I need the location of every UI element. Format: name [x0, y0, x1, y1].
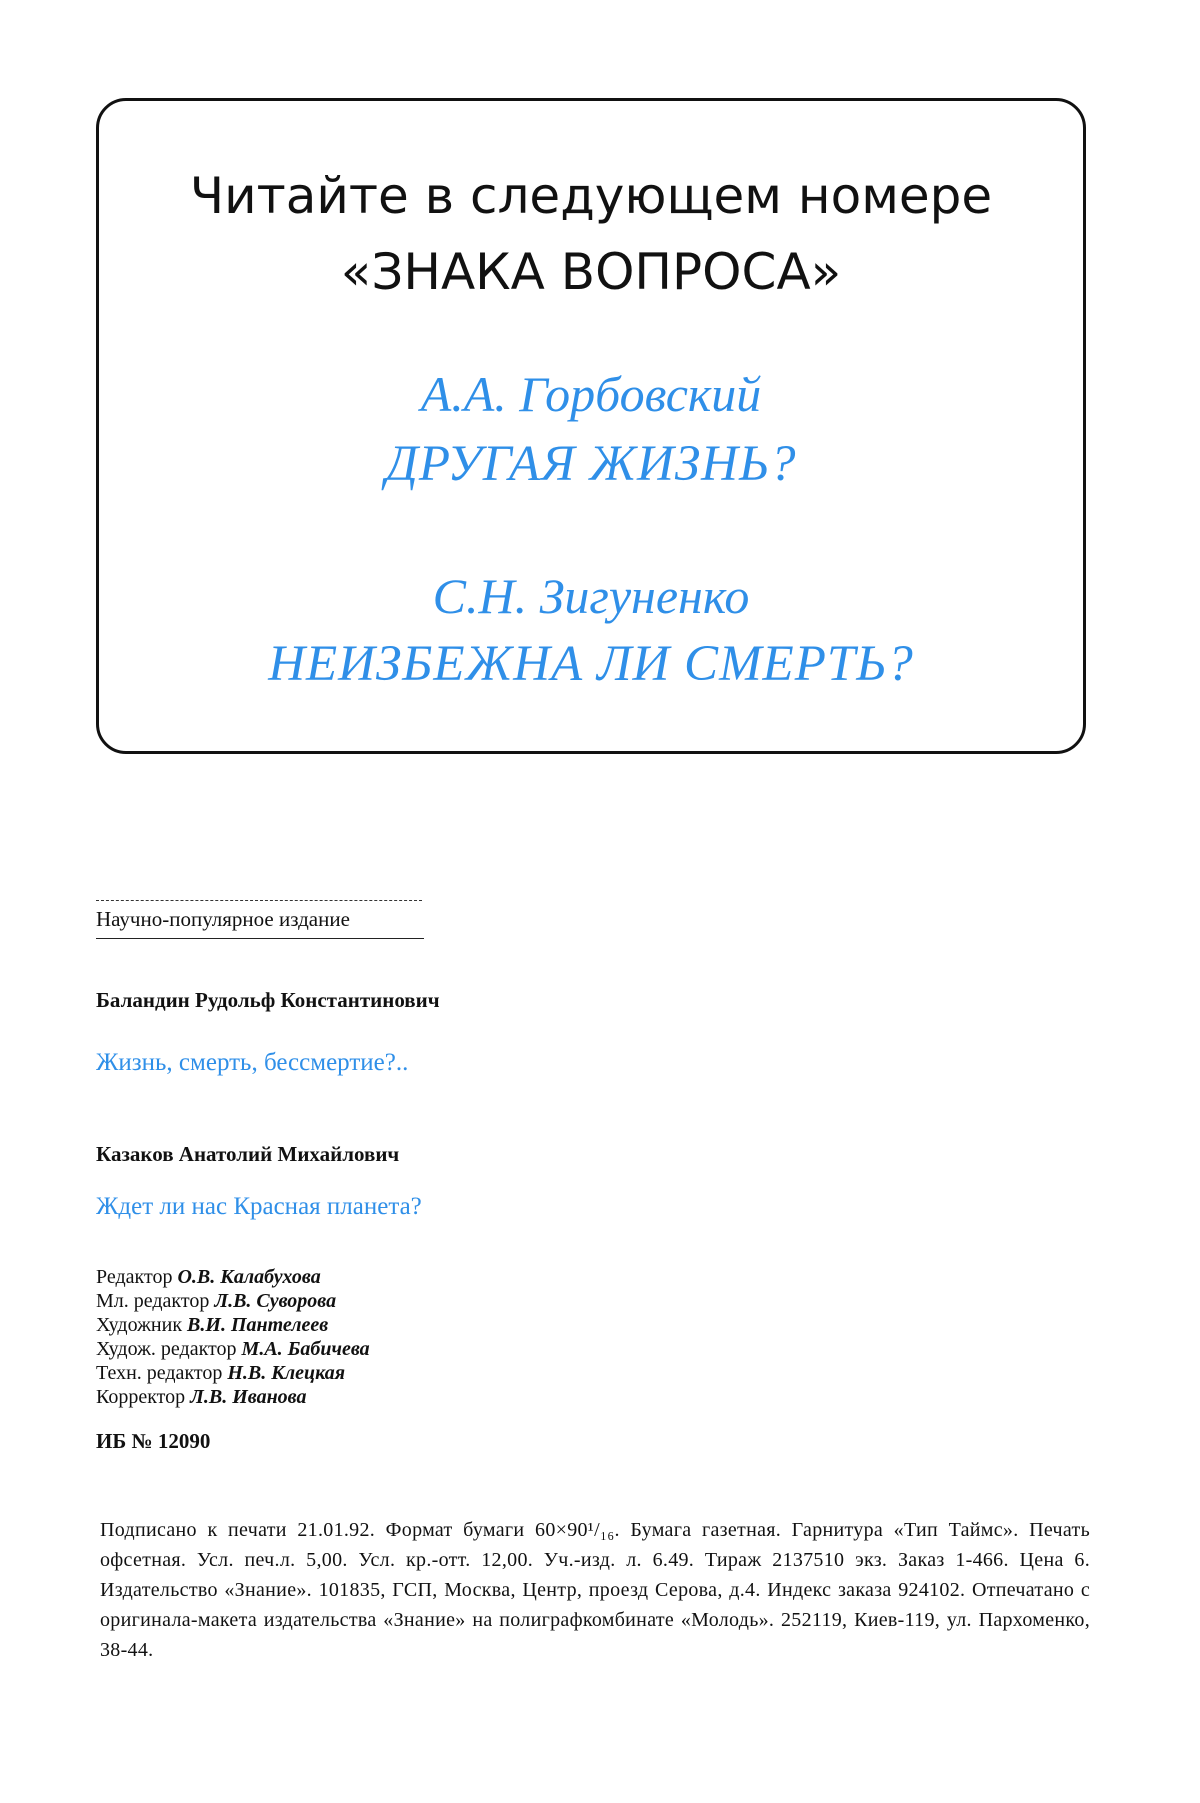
credit-role: Техн. редактор	[96, 1362, 223, 1384]
work-1-author: Баландин Рудольф Константинович	[96, 988, 440, 1012]
feature-2-author: С.Н. Зигуненко	[432, 568, 750, 624]
feature-1-title: ДРУГАЯ ЖИЗНЬ?	[385, 436, 797, 492]
imprint-text: Подписано к печати 21.01.92. Формат бумаги 60×90¹/₁₆. Бумага газетная. Гарнитура «Тип Таймс». Печать офсетная. Усл. печ.л. 5,00. Усл. кр.-отт. 12,00. Уч.-изд. л. 6.49. Тираж 2137510 экз. Заказ 1-466. Цена 6. Издательство «Знание». 101835, ГСП, Москва, Центр, проезд Серова, д.4. Индекс заказа 924102. Отпечатано с оригинала-макета издательства «Знание» на полиграфкомбинате «Молодь». 252119, Киев-119, ул. Пархоменко, 38-44.	[100, 1519, 1090, 1661]
ib-number: ИБ № 12090	[96, 1429, 211, 1453]
credit-name: О.В. Калабухова	[177, 1266, 321, 1288]
credit-row	[96, 1289, 370, 1313]
announcement-heading-line1: Читайте в следующем номере	[189, 167, 993, 225]
credits-list	[96, 1265, 370, 1409]
credit-row	[96, 1385, 370, 1409]
divider-line	[96, 938, 424, 939]
credit-name: Н.В. Клецкая	[227, 1362, 346, 1384]
credit-name: М.А. Бабичева	[241, 1338, 370, 1360]
feature-1-author: А.А. Горбовский	[420, 366, 762, 422]
credit-name: Л.В. Суворова	[214, 1290, 337, 1312]
credit-role: Мл. редактор	[96, 1290, 210, 1312]
announcement-box	[96, 98, 1086, 754]
credit-row	[96, 1337, 370, 1361]
credit-name: Л.В. Иванова	[190, 1386, 307, 1408]
credit-role: Корректор	[96, 1386, 186, 1408]
credit-name: В.И. Пантелеев	[187, 1314, 329, 1336]
work-2-title: Ждет ли нас Красная планета?	[96, 1193, 422, 1220]
credit-row	[96, 1361, 370, 1385]
work-1-title: Жизнь, смерть, бессмертие?..	[96, 1049, 409, 1076]
announcement-heading-line2: «ЗНАКА ВОПРОСА»	[340, 243, 842, 301]
credit-role: Художник	[96, 1314, 183, 1336]
credit-row	[96, 1265, 370, 1289]
feature-2-title: НЕИЗБЕЖНА ЛИ СМЕРТЬ?	[268, 636, 914, 692]
credit-role: Худож. редактор	[96, 1338, 237, 1360]
work-2-author: Казаков Анатолий Михайлович	[96, 1142, 400, 1166]
credit-row	[96, 1313, 370, 1337]
edition-type: Научно-популярное издание	[96, 907, 350, 931]
credit-role: Редактор	[96, 1266, 173, 1288]
dashed-divider	[96, 900, 422, 901]
